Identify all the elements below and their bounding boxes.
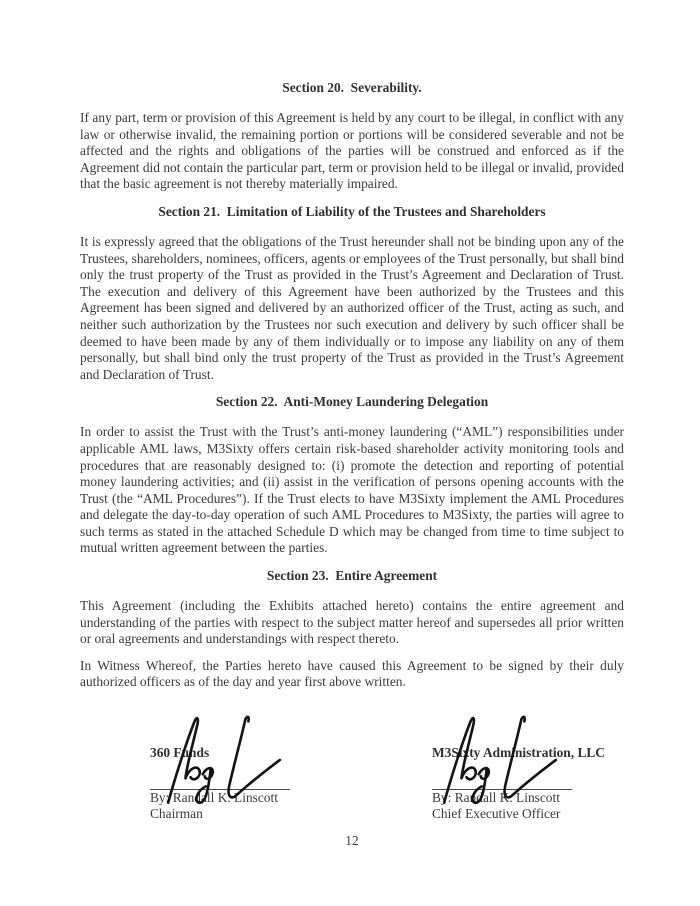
- section-23-body: This Agreement (including the Exhibits attached hereto) contains the entire agreement and understanding of the parties with respect to the subject matter hereof and supersedes all prior written or oral agreements and understandings with respect thereto.: [80, 598, 624, 647]
- section-20-body: If any part, term or provision of this Agreement is held by any court to be illegal, in conflict with any law or otherwise invalid, the remaining portion or portions will be considered severable and not be affected and the rights and obligations of the parties will be construed and enforced as if the Agreement did not contain the particular part, term or provision held to be illegal or invalid, provided that the basic agreement is not thereby materially impaired.: [80, 110, 624, 192]
- company-name: 360 Funds: [150, 745, 210, 761]
- signature-block-m3sixty: [432, 745, 604, 822]
- company-name: M3Sixty Administration, LLC: [432, 745, 605, 761]
- signatory-title: Chairman: [150, 805, 203, 821]
- page-number: 12: [345, 833, 359, 848]
- section-20-heading: Section 20. Severability.: [282, 80, 422, 95]
- section-22-heading: Section 22. Anti-Money Laundering Delegation: [215, 394, 489, 410]
- section-22-body: In order to assist the Trust with the Trust’s anti-money laundering (“AML”) responsibilities under applicable AML laws, M3Sixty offers certain risk-based shareholder activity monitoring tools and procedures that are reasonably designed to: (i) promote the detection and reporting of potential money laundering activities; and (ii) assist in the verification of persons opening accounts with the Trust (the “AML Procedures”). If the Trust elects to have M3Sixty implement the AML Procedures and delegate the day-to-day operation of such AML Procedures to M3Sixty, the parties will agree to such terms as stated in the attached Schedule D which may be changed from time to time subject to mutual written agreement between the parties.: [80, 424, 624, 556]
- section-21-heading: Section 21. Limitation of Liability of the Trustees and Shareholders: [158, 203, 546, 219]
- section-23-heading: Section 23. Entire Agreement: [266, 568, 438, 584]
- signatory-title: Chief Executive Officer: [432, 805, 561, 821]
- section-21-body: It is expressly agreed that the obligations of the Trust hereunder shall not be binding upon any of the Trustees, shareholders, nominees, officers, agents or employees of the Trust personally, but shall bind only the trust property of the Trust as provided in the Trust’s Agreement and Declaration of Trust. The execution and delivery of this Agreement have been authorized by the Trustees and this Agreement has been signed and delivered by an authorized officer of the Trust, acting as such, and neither such authorization by the Trustees nor such execution and delivery by such officer shall be deemed to have been made by any of them individually or to impose any liability on any of them personally, but shall bind only the trust property of the Trust as provided in the Trust’s Agreement and Declaration of Trust.: [80, 233, 624, 382]
- signatory-name: By: Randall K. Linscott: [432, 789, 560, 805]
- signature-area: [80, 745, 624, 822]
- signature-block-360-funds: [150, 745, 310, 822]
- witness-clause: In Witness Whereof, the Parties hereto have caused this Agreement to be signed by their duly authorized officers as of the day and year first above written.: [80, 657, 624, 690]
- signatory-name: By: Randall K. Linscott: [150, 789, 278, 805]
